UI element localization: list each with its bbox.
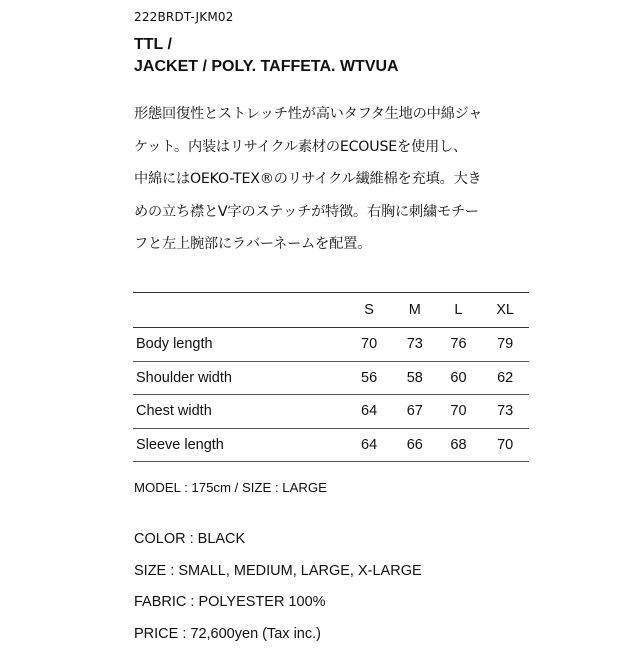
table-cell: 73: [394, 328, 436, 362]
header-size-l: L: [436, 293, 482, 328]
row-label: Chest width: [133, 395, 344, 429]
table-cell: 70: [481, 428, 529, 462]
table-cell: 79: [481, 328, 529, 362]
table-cell: 70: [436, 395, 482, 429]
spec-price: PRICE : 72,600yen (Tax inc.): [134, 619, 422, 650]
table-cell: 68: [436, 428, 482, 462]
spec-color: COLOR : BLACK: [134, 524, 422, 556]
table-cell: 64: [344, 395, 394, 429]
table-cell: 67: [394, 395, 436, 429]
row-label: Body length: [133, 328, 344, 362]
table-cell: 73: [481, 395, 529, 429]
size-table: [133, 292, 529, 462]
table-row: [133, 428, 529, 462]
product-code: 222BRDT-JKM02: [134, 10, 234, 24]
header-size-s: S: [344, 293, 394, 328]
table-cell: 62: [481, 361, 529, 395]
size-table-header: [133, 293, 529, 328]
table-cell: 66: [394, 428, 436, 462]
description-line: フと左上腕部にラバーネームを配置。: [134, 228, 534, 261]
table-row: [133, 395, 529, 429]
product-specs: [134, 524, 422, 650]
header-blank-cell: [133, 293, 344, 328]
spec-fabric: FABRIC : POLYESTER 100%: [134, 587, 422, 619]
table-row: [133, 328, 529, 362]
model-info: MODEL : 175cm / SIZE : LARGE: [134, 480, 327, 495]
table-cell: 64: [344, 428, 394, 462]
description-line: めの立ち襟とV字のステッチが特徴。右胸に刺繍モチー: [134, 196, 534, 229]
title-line-1: TTL /: [134, 34, 399, 56]
header-size-m: M: [394, 293, 436, 328]
product-description: [134, 98, 534, 261]
title-line-2: JACKET / POLY. TAFFETA. WTVUA: [134, 56, 399, 78]
table-row: [133, 361, 529, 395]
table-cell: 76: [436, 328, 482, 362]
table-cell: 56: [344, 361, 394, 395]
table-cell: 58: [394, 361, 436, 395]
row-label: Sleeve length: [133, 428, 344, 462]
table-cell: 60: [436, 361, 482, 395]
description-line: ケット。内装はリサイクル素材のECOUSEを使用し、: [134, 131, 534, 164]
spec-size: SIZE : SMALL, MEDIUM, LARGE, X-LARGE: [134, 556, 422, 588]
product-title: [134, 34, 399, 78]
header-size-xl: XL: [481, 293, 529, 328]
row-label: Shoulder width: [133, 361, 344, 395]
table-cell: 70: [344, 328, 394, 362]
description-line: 形態回復性とストレッチ性が高いタフタ生地の中綿ジャ: [134, 98, 534, 131]
description-line: 中綿にはOEKO-TEX®のリサイクル繊維棉を充填。大き: [134, 163, 534, 196]
